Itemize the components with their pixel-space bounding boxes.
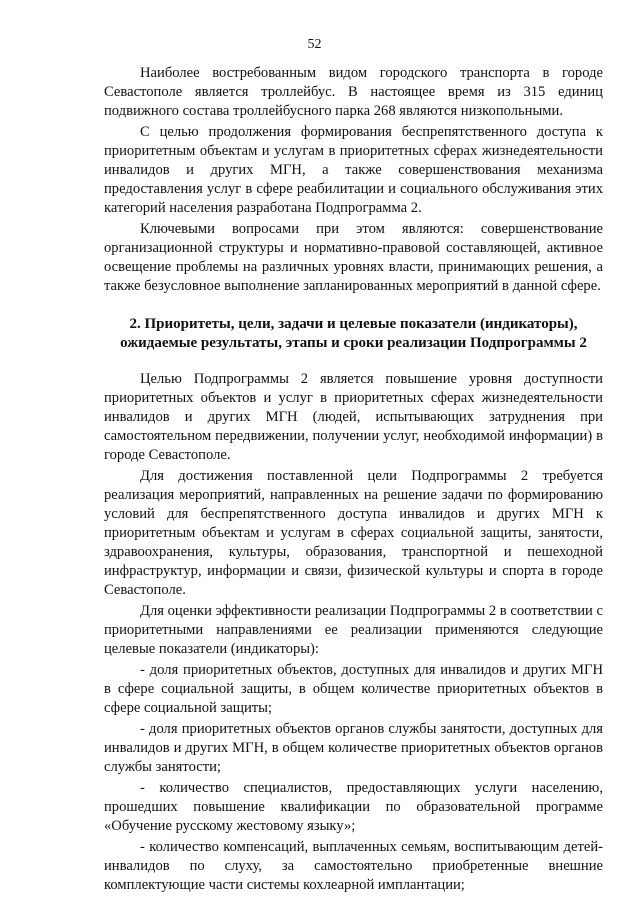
indicator-item: - количество специалистов, предоставляющих услуги населению, прошедших повышение квалификации по образовательной программе «Обучение русскому жестовому языку»; bbox=[104, 780, 603, 834]
intro-paragraph: Ключевыми вопросами при этом являются: совершенствование организационной структуры и нормативно-правовой составляющей, активное освещение проблемы на различных уровнях власти, принимающих решения, а также безусловное выполнение запланированных мероприятий в данной сфере. bbox=[104, 221, 603, 294]
section-heading: 2. Приоритеты, цели, задачи и целевые показатели (индикаторы), ожидаемые результаты, этапы и сроки реализации Подпрограммы 2 bbox=[120, 316, 587, 351]
body-paragraph: Целью Подпрограммы 2 является повышение уровня доступности приоритетных объектов и услуг в приоритетных сферах жизнедеятельности инвалидов и других МГН (людей, испытывающих затруднения при самостоятельном передвижении, получении услуг, необходимой информации) в городе Севастополе. bbox=[104, 371, 603, 463]
body-paragraph: Для оценки эффективности реализации Подпрограммы 2 в соответствии с приоритетными направлениями ее реализации применяются следующие целевые показатели (индикаторы): bbox=[104, 603, 603, 657]
indicator-item: - доля приоритетных объектов органов службы занятости, доступных для инвалидов и других МГН, в общем количестве приоритетных объектов органов службы занятости; bbox=[104, 721, 603, 775]
intro-paragraph: С целью продолжения формирования беспрепятственного доступа к приоритетным объектам и услугам в приоритетных сферах жизнедеятельности инвалидов и других МГН, а также совершенствования механизма предоставления услуг в сфере реабилитации и социального обслуживания этих категорий населения разработана Подпрограмма 2. bbox=[104, 124, 603, 216]
document-body bbox=[104, 64, 603, 895]
body-paragraph: Для достижения поставленной цели Подпрограммы 2 требуется реализация мероприятий, направленных на решение задачи по формированию условий для беспрепятственного доступа инвалидов и других МГН к приоритетным объектам и услугам в сферах социальной защиты, занятости, здравоохранения, культуры, образования, транспортной и пешеходной инфраструктур, информации и связи, физической культуры и спорта в городе Севастополе. bbox=[104, 468, 603, 598]
indicator-item: - количество компенсаций, выплаченных семьям, воспитывающим детей-инвалидов по слуху, за самостоятельно приобретенные внешние комплектующие части системы кохлеарной имплантации; bbox=[104, 839, 603, 893]
page-number: 52 bbox=[307, 37, 322, 52]
intro-paragraph: Наиболее востребованным видом городского транспорта в городе Севастополе является троллейбус. В настоящее время из 315 единиц подвижного состава троллейбусного парка 268 являются низкопольными. bbox=[104, 65, 603, 119]
indicator-item: - доля приоритетных объектов, доступных для инвалидов и других МГН в сфере социальной защиты, в общем количестве приоритетных объектов в сфере социальной защиты; bbox=[104, 662, 603, 716]
